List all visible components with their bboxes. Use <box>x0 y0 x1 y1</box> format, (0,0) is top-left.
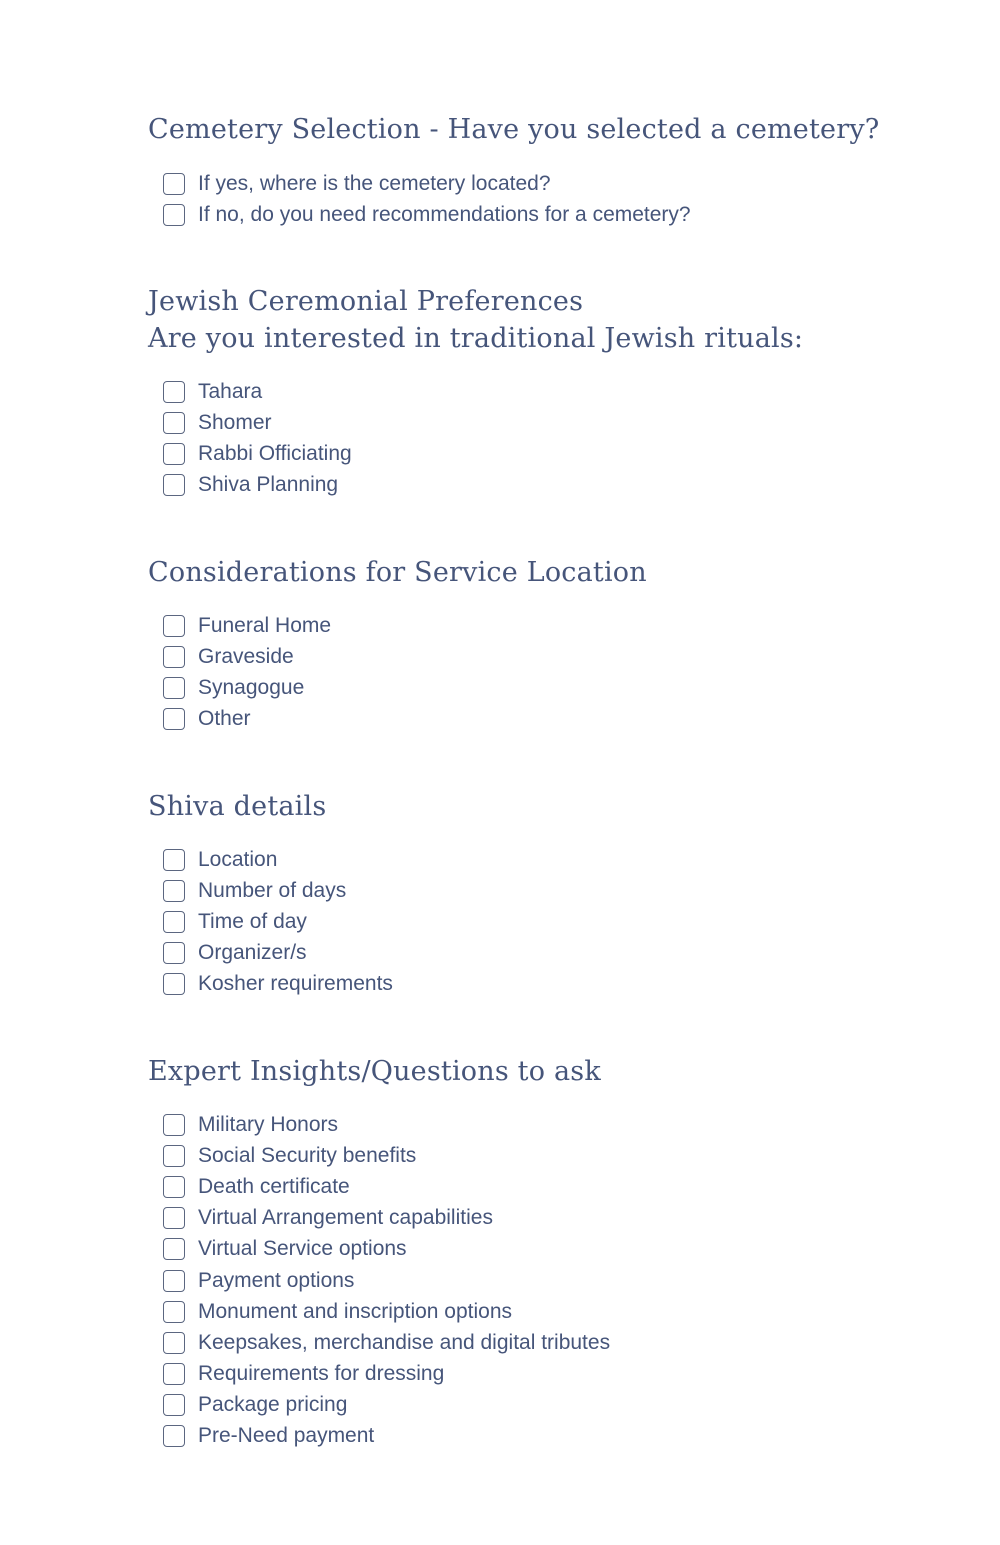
checkbox[interactable] <box>163 708 185 730</box>
checkbox[interactable] <box>163 973 185 995</box>
option-list <box>163 168 691 230</box>
option-virtual-arrangement[interactable] <box>163 1203 610 1234</box>
option-label: If no, do you need recommendations for a cemetery? <box>198 202 691 226</box>
option-label: Location <box>198 847 278 871</box>
checkbox[interactable] <box>163 204 185 226</box>
section-title-line: Expert Insights/Questions to ask <box>148 1056 601 1087</box>
option-label: Shomer <box>198 410 272 434</box>
option-label: Time of day <box>198 909 307 933</box>
option-cemetery-location[interactable] <box>163 168 691 199</box>
option-label: Number of days <box>198 878 347 902</box>
option-list <box>163 844 393 1000</box>
option-list <box>163 1109 610 1452</box>
checkbox[interactable] <box>163 646 185 668</box>
option-number-of-days[interactable] <box>163 875 393 906</box>
option-label: Other <box>198 707 251 731</box>
option-kosher-requirements[interactable] <box>163 969 393 1000</box>
option-shiva-planning[interactable] <box>163 470 352 501</box>
section-expert-insights <box>148 1053 948 1448</box>
option-list <box>163 376 352 501</box>
option-label: Graveside <box>198 644 294 668</box>
checkbox[interactable] <box>163 381 185 403</box>
option-label: Death certificate <box>198 1174 350 1198</box>
checkbox[interactable] <box>163 412 185 434</box>
option-label: Synagogue <box>198 675 305 699</box>
option-location[interactable] <box>163 844 393 875</box>
checkbox[interactable] <box>163 1145 185 1167</box>
checkbox[interactable] <box>163 474 185 496</box>
section-title <box>148 788 948 825</box>
section-shiva-details <box>148 788 948 996</box>
checkbox[interactable] <box>163 911 185 933</box>
checkbox[interactable] <box>163 173 185 195</box>
option-label: Tahara <box>198 379 263 403</box>
checkbox[interactable] <box>163 1332 185 1354</box>
checkbox[interactable] <box>163 1301 185 1323</box>
checkbox[interactable] <box>163 1176 185 1198</box>
option-label: Organizer/s <box>198 941 307 965</box>
checkbox[interactable] <box>163 880 185 902</box>
option-synagogue[interactable] <box>163 672 331 703</box>
option-label: Funeral Home <box>198 613 332 637</box>
checkbox[interactable] <box>163 849 185 871</box>
option-tahara[interactable] <box>163 376 352 407</box>
option-label: Kosher requirements <box>198 972 393 996</box>
section-service-location <box>148 554 948 731</box>
checkbox[interactable] <box>163 1238 185 1260</box>
option-other[interactable] <box>163 704 331 735</box>
option-virtual-service[interactable] <box>163 1234 610 1265</box>
option-social-security-benefits[interactable] <box>163 1140 610 1171</box>
option-payment-options[interactable] <box>163 1265 610 1296</box>
checkbox[interactable] <box>163 443 185 465</box>
section-title-line: Jewish Ceremonial Preferences <box>148 286 584 317</box>
option-cemetery-recommendations[interactable] <box>163 199 691 230</box>
option-pre-need-payment[interactable] <box>163 1421 610 1452</box>
checkbox[interactable] <box>163 1394 185 1416</box>
option-label: Package pricing <box>198 1393 348 1417</box>
option-label: Requirements for dressing <box>198 1362 445 1386</box>
section-cemetery-selection <box>148 111 948 226</box>
section-subtitle-line: Are you interested in traditional Jewish rituals: <box>148 323 804 354</box>
section-jewish-ceremonial-preferences <box>148 283 948 497</box>
option-label: Virtual Arrangement capabilities <box>198 1206 493 1230</box>
checkbox[interactable] <box>163 677 185 699</box>
section-title <box>148 283 948 357</box>
checkbox[interactable] <box>163 942 185 964</box>
section-title-line: Shiva details <box>148 791 327 822</box>
option-label: Shiva Planning <box>198 473 339 497</box>
checkbox[interactable] <box>163 615 185 637</box>
option-monument-inscription[interactable] <box>163 1296 610 1327</box>
option-rabbi-officiating[interactable] <box>163 438 352 469</box>
option-shomer[interactable] <box>163 407 352 438</box>
option-organizers[interactable] <box>163 938 393 969</box>
option-death-certificate[interactable] <box>163 1171 610 1202</box>
option-keepsakes[interactable] <box>163 1327 610 1358</box>
checkbox[interactable] <box>163 1270 185 1292</box>
option-label: Monument and inscription options <box>198 1299 513 1323</box>
option-funeral-home[interactable] <box>163 610 331 641</box>
option-label: Pre-Need payment <box>198 1424 375 1448</box>
section-title-line: Considerations for Service Location <box>148 557 647 588</box>
option-military-honors[interactable] <box>163 1109 610 1140</box>
option-label: Rabbi Officiating <box>198 441 352 465</box>
option-label: If yes, where is the cemetery located? <box>198 171 551 195</box>
checkbox[interactable] <box>163 1425 185 1447</box>
option-label: Social Security benefits <box>198 1143 417 1167</box>
checkbox[interactable] <box>163 1114 185 1136</box>
option-dressing-requirements[interactable] <box>163 1359 610 1390</box>
section-title <box>148 111 948 148</box>
checkbox[interactable] <box>163 1363 185 1385</box>
option-list <box>163 610 331 735</box>
option-label: Payment options <box>198 1268 355 1292</box>
section-title <box>148 1053 948 1090</box>
option-time-of-day[interactable] <box>163 906 393 937</box>
section-title <box>148 554 948 591</box>
option-label: Virtual Service options <box>198 1237 407 1261</box>
option-label: Military Honors <box>198 1112 339 1136</box>
option-label: Keepsakes, merchandise and digital tributes <box>198 1330 611 1354</box>
option-package-pricing[interactable] <box>163 1390 610 1421</box>
section-title-line: Cemetery Selection - Have you selected a cemetery? <box>148 114 880 145</box>
option-graveside[interactable] <box>163 641 331 672</box>
checkbox[interactable] <box>163 1207 185 1229</box>
